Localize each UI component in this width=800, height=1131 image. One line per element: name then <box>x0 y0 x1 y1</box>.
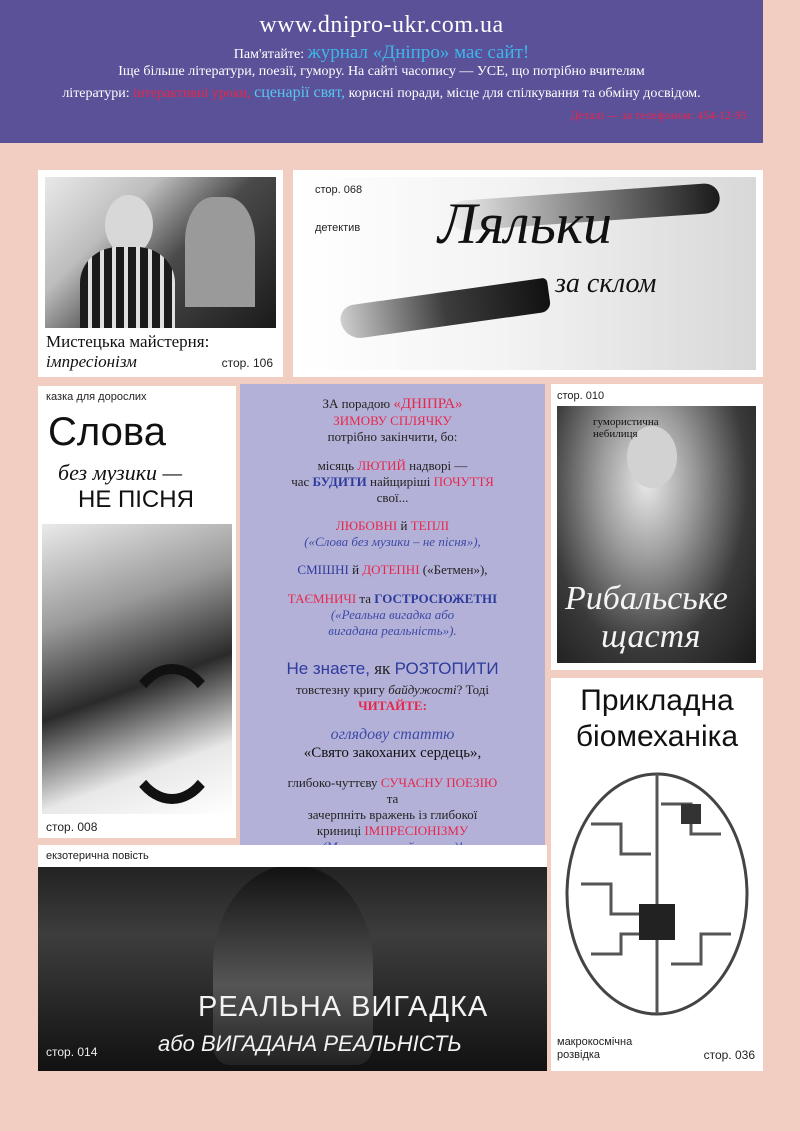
fishing-title: Рибальське <box>565 580 728 617</box>
paragraph-2 <box>240 458 545 474</box>
genre-label: екзотерична повість <box>46 850 149 862</box>
paragraph-5c: вигадана реальність»). <box>328 623 457 638</box>
portrait-dress <box>80 247 175 328</box>
paragraph-1c: потрібно закінчити, бо: <box>327 429 458 444</box>
circuit-trace <box>581 884 641 914</box>
paragraph-1b: ЗИМОВУ СПЛЯЧКУ <box>333 413 452 428</box>
text: макрокосмічна <box>557 1036 633 1048</box>
text: гумористична <box>593 416 659 428</box>
dnipro-name: «ДНІПРА» <box>393 396 463 412</box>
paragraph-6 <box>240 661 545 677</box>
header-banner <box>0 0 763 143</box>
text: як <box>374 659 391 678</box>
text: й <box>352 562 360 577</box>
text: товстезну кригу <box>296 682 385 697</box>
circuit-trace <box>671 934 731 964</box>
text: РОЗТОПИТИ <box>394 659 499 678</box>
biomech-title: Прикладна <box>580 684 734 717</box>
real-subtitle: або ВИГАДАНА РЕАЛЬНІСТЬ <box>158 1031 462 1056</box>
biomech-subtitle: біомеханіка <box>575 720 739 753</box>
biomechanics-card[interactable] <box>551 678 763 1071</box>
text: найщиріші <box>369 474 431 489</box>
text: глибоко-чуттєву <box>287 775 378 790</box>
text: розвідка <box>557 1049 601 1061</box>
paragraph-3 <box>240 518 545 534</box>
fishing-card[interactable] <box>551 384 763 670</box>
text: ТЕПЛІ <box>410 518 450 533</box>
paragraph-3b: («Слова без музики – не пісня»), <box>304 534 481 549</box>
phone-details: Деталі — за телефоном: 454-12-95 <box>570 108 747 122</box>
page-number: стор. 008 <box>46 820 98 834</box>
text: корисні поради, місце для спілкування та обміну досвідом. <box>348 86 701 101</box>
paragraph-5b: («Реальна вигадка або <box>330 607 455 622</box>
text: БУДИТИ <box>312 474 367 489</box>
painting-image <box>45 177 276 328</box>
holiday-scripts: сценарії свят, <box>254 84 346 101</box>
text: ЛЮБОВНІ <box>335 518 398 533</box>
paragraph-5 <box>240 591 545 607</box>
paragraph-8 <box>240 775 545 791</box>
text: небилиця <box>593 428 638 440</box>
text: та <box>359 591 372 606</box>
paragraph-2b <box>240 474 545 490</box>
paragraph-8b: та <box>386 791 399 806</box>
impressionism-subtitle: імпресіонізм <box>46 352 137 371</box>
text: час <box>291 474 310 489</box>
text: СМІШНІ <box>297 562 349 577</box>
text: ТАЄМНИЧІ <box>287 591 357 606</box>
header-line-3 <box>0 84 763 102</box>
header-line-1 <box>0 42 763 64</box>
paragraph-1 <box>240 396 545 412</box>
paragraph-8d <box>240 823 545 839</box>
page-number: стор. 014 <box>46 1045 98 1059</box>
slova-subtitle-2: НЕ ПІСНЯ <box>78 486 194 513</box>
circuit-trace <box>591 824 651 854</box>
site-announcement: журнал «Дніпро» має сайт! <box>307 42 530 63</box>
paragraph-2c: свої... <box>376 490 409 505</box>
dolls-title: Ляльки <box>438 191 613 256</box>
text: СУЧАСНУ ПОЕЗІЮ <box>380 775 498 790</box>
interactive-lessons: інтерактивні уроки, <box>133 86 251 101</box>
paragraph-7: оглядову статтю <box>330 726 455 743</box>
dolls-card[interactable] <box>293 170 763 377</box>
paragraph-7b: «Свято закоханих сердець», <box>303 745 482 761</box>
chip-icon <box>681 804 701 824</box>
real-fiction-card[interactable] <box>38 845 547 1071</box>
genre-label <box>557 1036 632 1062</box>
brain-circuit-image <box>561 764 753 1024</box>
impressionism-card[interactable] <box>38 170 283 377</box>
portrait-man <box>185 197 255 307</box>
text: байдужості <box>388 682 457 697</box>
text: ? Тоді <box>456 682 489 697</box>
page-number: стор. 106 <box>221 356 273 370</box>
hand-shape <box>339 278 552 341</box>
text: («Бетмен»), <box>422 562 488 577</box>
text: літератури: <box>62 86 130 101</box>
text: криниці <box>316 823 362 838</box>
slova-card[interactable] <box>38 386 236 838</box>
genre-label: казка для дорослих <box>46 391 147 403</box>
impressionism-title: Мистецька майстерня: <box>46 332 210 351</box>
genre-label: детектив <box>315 222 361 234</box>
text: й <box>400 518 408 533</box>
dolls-subtitle: за склом <box>555 268 657 299</box>
header-line-2: Іще більше літератури, поезії, гумору. На сайті часопису — УСЕ, що потрібно вчителям <box>118 64 645 79</box>
paragraph-4 <box>240 562 545 578</box>
remember-label: Пам'ятайте: <box>233 47 305 62</box>
text: надворі — <box>409 458 468 473</box>
text: місяць <box>317 458 355 473</box>
text: ДОТЕПНІ <box>362 562 420 577</box>
text: ЗА порадою <box>322 396 391 411</box>
slova-title: Слова <box>48 410 166 454</box>
swirl-ornament <box>122 664 222 804</box>
portrait-face <box>105 195 153 255</box>
fishing-subtitle: щастя <box>601 618 701 655</box>
page-number: стор. 010 <box>557 390 605 402</box>
site-url[interactable]: www.dnipro-ukr.com.ua <box>259 12 504 38</box>
chip-icon <box>639 904 675 940</box>
genre-label <box>593 416 659 440</box>
paragraph-6c: ЧИТАЙТЕ: <box>358 698 427 713</box>
violin-image <box>42 524 232 814</box>
text: ЛЮТИЙ <box>357 458 406 473</box>
page-number: стор. 068 <box>315 184 363 196</box>
text: ГОСТРОСЮЖЕТНІ <box>374 591 498 606</box>
text: Не знаєте, <box>286 659 370 678</box>
real-title: РЕАЛЬНА ВИГАДКА <box>198 991 489 1023</box>
text: ПОЧУТТЯ <box>433 474 494 489</box>
paragraph-8c: зачерпніть вражень із глибокої <box>307 807 478 822</box>
slova-subtitle: без музики — <box>58 460 183 485</box>
text: ІМПРЕСІОНІЗМУ <box>364 823 469 838</box>
paragraph-6b <box>240 682 545 698</box>
page-number: стор. 036 <box>703 1048 755 1062</box>
